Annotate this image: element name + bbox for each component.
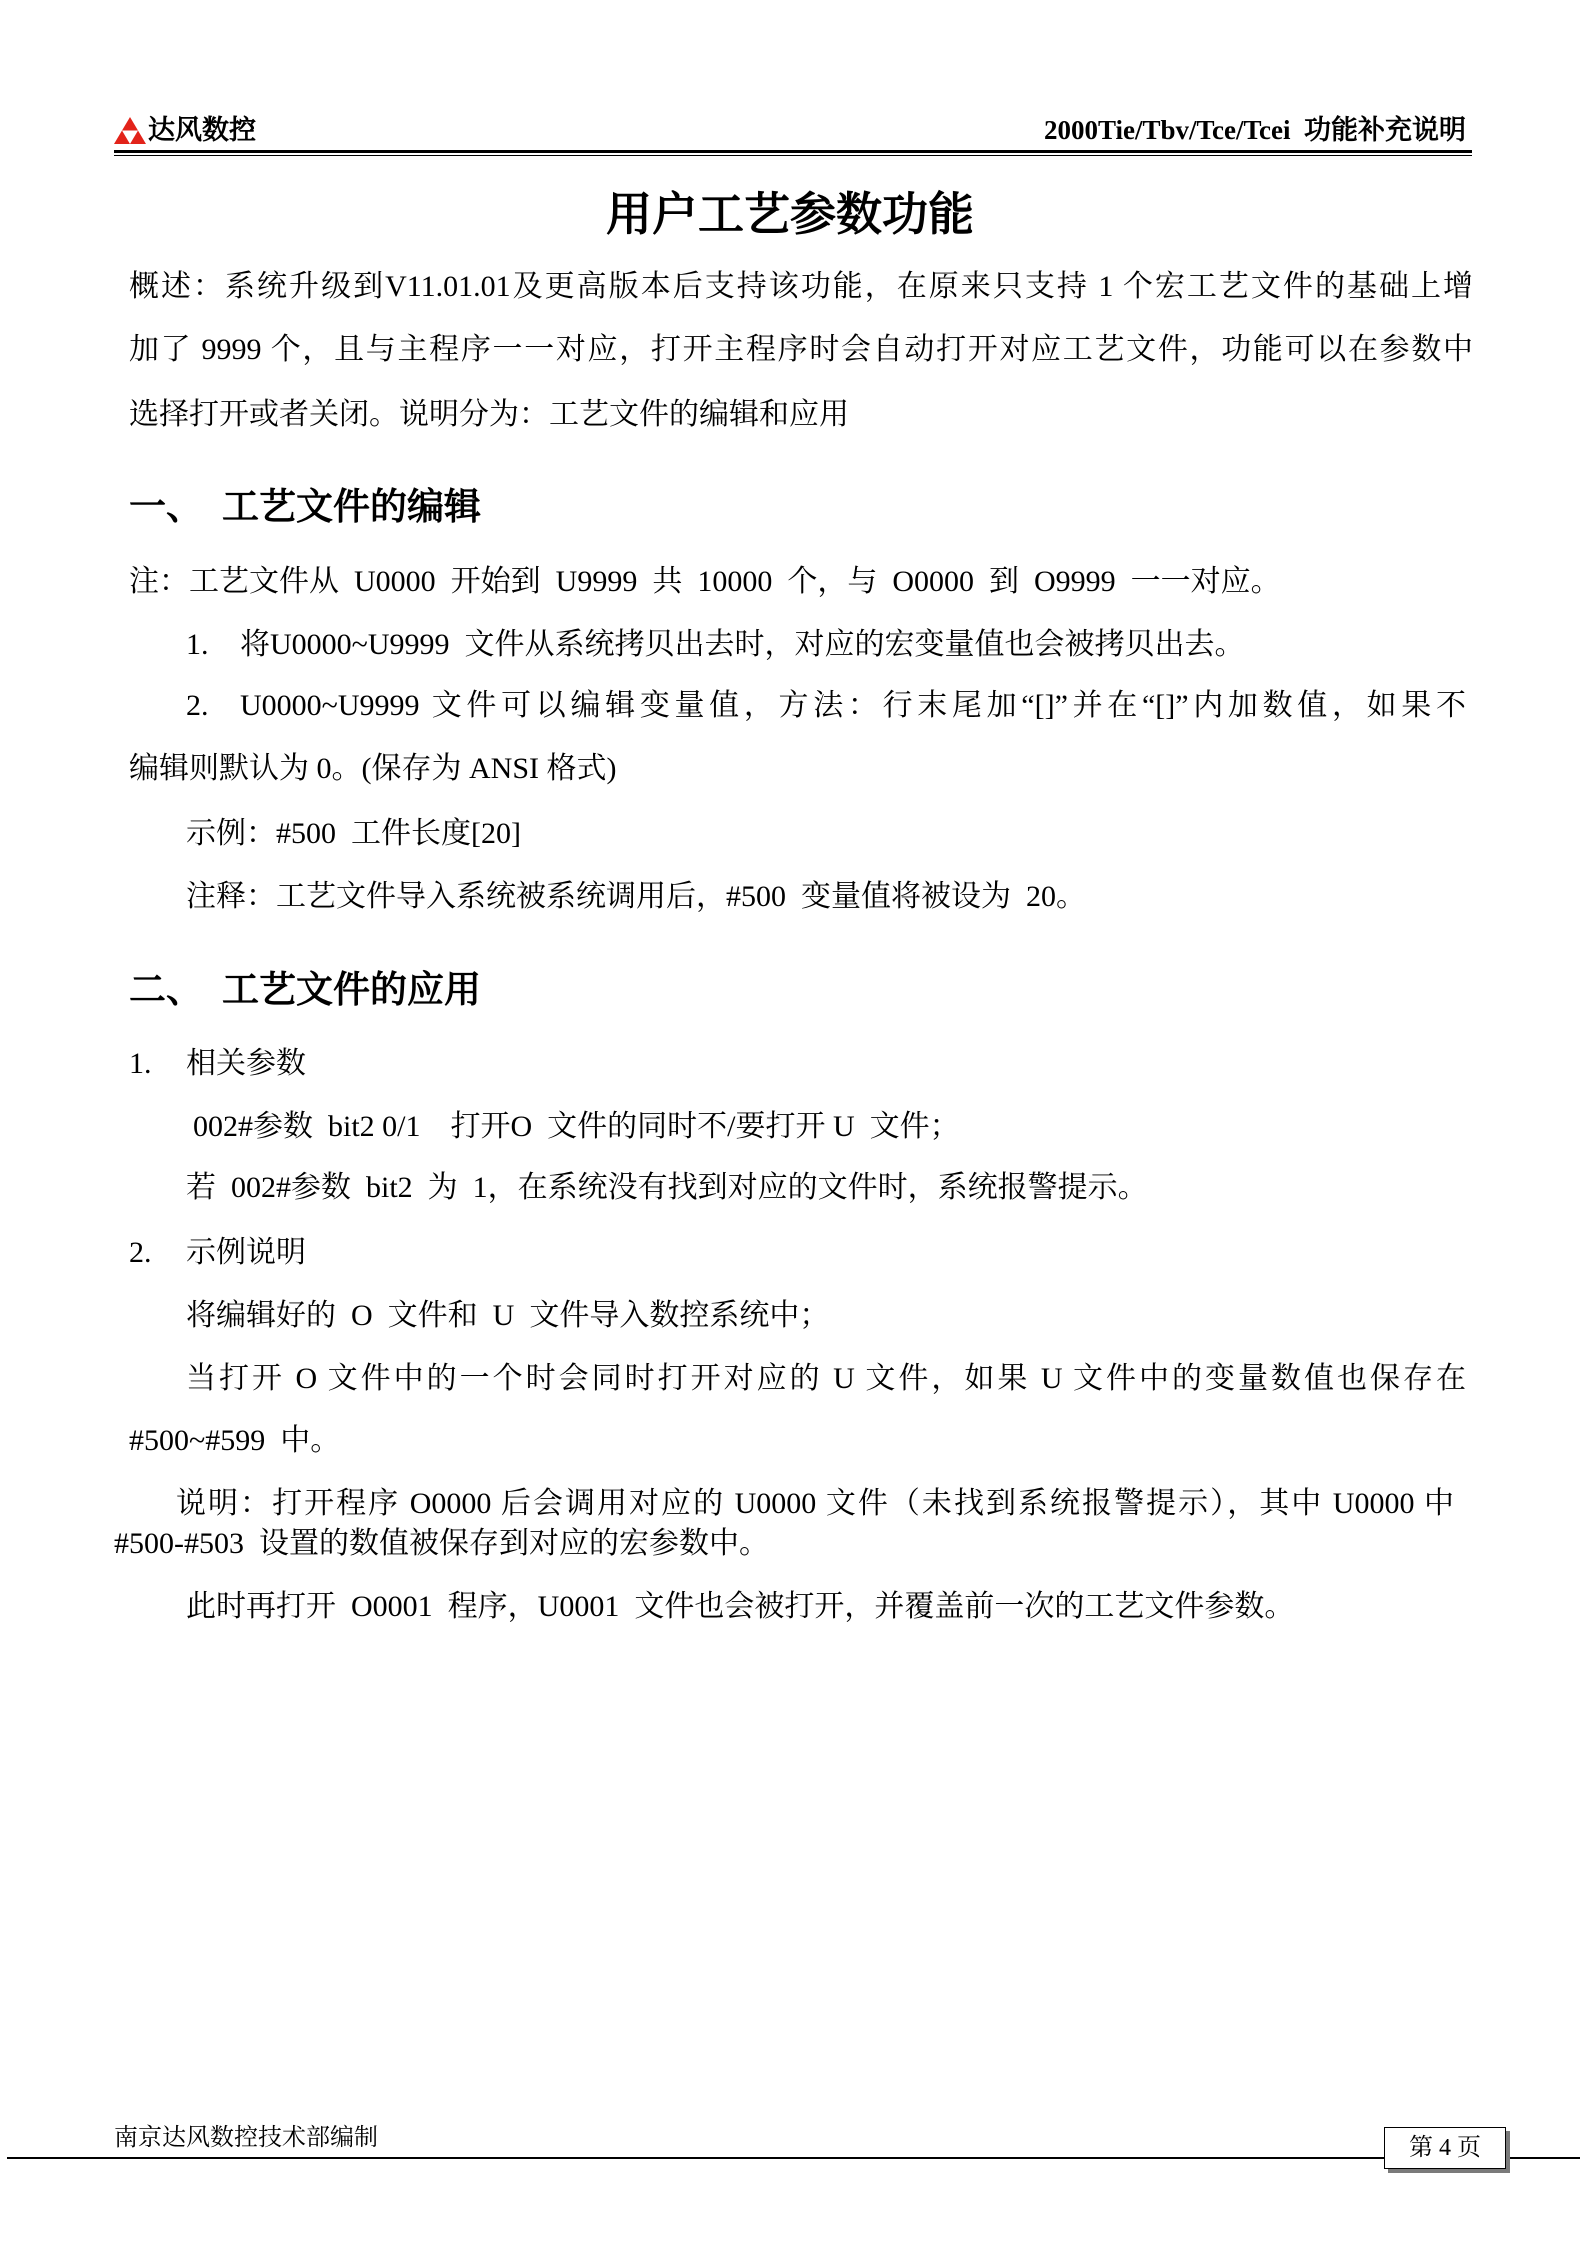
page-title: 用户工艺参数功能 bbox=[606, 189, 974, 240]
header-rule-thick bbox=[114, 150, 1472, 153]
page-number: 第 4 页 bbox=[1384, 2127, 1506, 2169]
explanation-line: #500-#503 设置的数值被保存到对应的宏参数中。 bbox=[114, 1527, 769, 1560]
section1-example: 示例：#500 工件长度[20] bbox=[186, 817, 521, 850]
header-rule-thin bbox=[114, 155, 1472, 156]
list-item-text: 相关参数 bbox=[186, 1047, 306, 1080]
param-line: 若 002#参数 bit2 为 1，在系统没有找到对应的文件时，系统报警提示。 bbox=[186, 1171, 1148, 1204]
list-item-text: 将U0000~U9999 文件从系统拷贝出去时，对应的宏变量值也会被拷贝出去。 bbox=[240, 628, 1245, 661]
param-line: 002#参数 bit2 0/1 打开O 文件的同时不/要打开 U 文件； bbox=[193, 1110, 960, 1143]
section1-annotation: 注释：工艺文件导入系统被系统调用后，#500 变量值将被设为 20。 bbox=[186, 880, 1086, 913]
section1-note: 注：工艺文件从 U0000 开始到 U9999 共 10000 个，与 O0000 到 O9999 一一对应。 bbox=[129, 565, 1281, 598]
list-item-number: 1. bbox=[129, 1047, 152, 1080]
overview-line: 加了 9999 个，且与主程序一一对应，打开主程序时会自动打开对应工艺文件，功能可以在参数中 bbox=[129, 333, 1473, 366]
section1-heading: 工艺文件的编辑 bbox=[222, 487, 481, 528]
example-line: #500~#599 中。 bbox=[129, 1424, 341, 1457]
overview-line: 概述：系统升级到V11.01.01及更高版本后支持该功能，在原来只支持 1 个宏工艺文件的基础上增 bbox=[129, 270, 1473, 303]
header-brand: 达风数控 bbox=[148, 115, 256, 145]
list-item-text-continued: 编辑则默认为 0。(保存为 ANSI 格式) bbox=[129, 752, 617, 785]
list-item-text: U0000~U9999 文件可以编辑变量值，方法：行末尾加“[]”并在“[]”内加数值，如果不 bbox=[240, 689, 1466, 722]
list-item-number: 2. bbox=[129, 1236, 152, 1269]
list-item-number: 2. bbox=[186, 689, 209, 722]
explanation-line: 此时再打开 O0001 程序，U0001 文件也会被打开，并覆盖前一次的工艺文件参数。 bbox=[186, 1590, 1295, 1623]
footer-rule bbox=[7, 2157, 1580, 2159]
example-line: 将编辑好的 O 文件和 U 文件导入数控系统中； bbox=[186, 1299, 830, 1332]
footer-editor: 南京达风数控技术部编制 bbox=[114, 2125, 378, 2151]
section2-number: 二、 bbox=[129, 970, 203, 1011]
list-item-number: 1. bbox=[186, 628, 209, 661]
example-line: 当打开 O 文件中的一个时会同时打开对应的 U 文件，如果 U 文件中的变量数值也保存在 bbox=[186, 1362, 1466, 1395]
section1-number: 一、 bbox=[129, 487, 203, 528]
overview-line: 选择打开或者关闭。说明分为：工艺文件的编辑和应用 bbox=[129, 398, 849, 431]
explanation-line: 说明：打开程序 O0000 后会调用对应的 U0000 文件（未找到系统报警提示），其中 U0000 中 bbox=[176, 1487, 1454, 1520]
triangle-logo-icon bbox=[114, 117, 146, 144]
header-doc-title: 2000Tie/Tbv/Tce/Tcei 功能补充说明 bbox=[1043, 115, 1466, 145]
section2-heading: 工艺文件的应用 bbox=[222, 970, 481, 1011]
list-item-text: 示例说明 bbox=[186, 1236, 306, 1269]
